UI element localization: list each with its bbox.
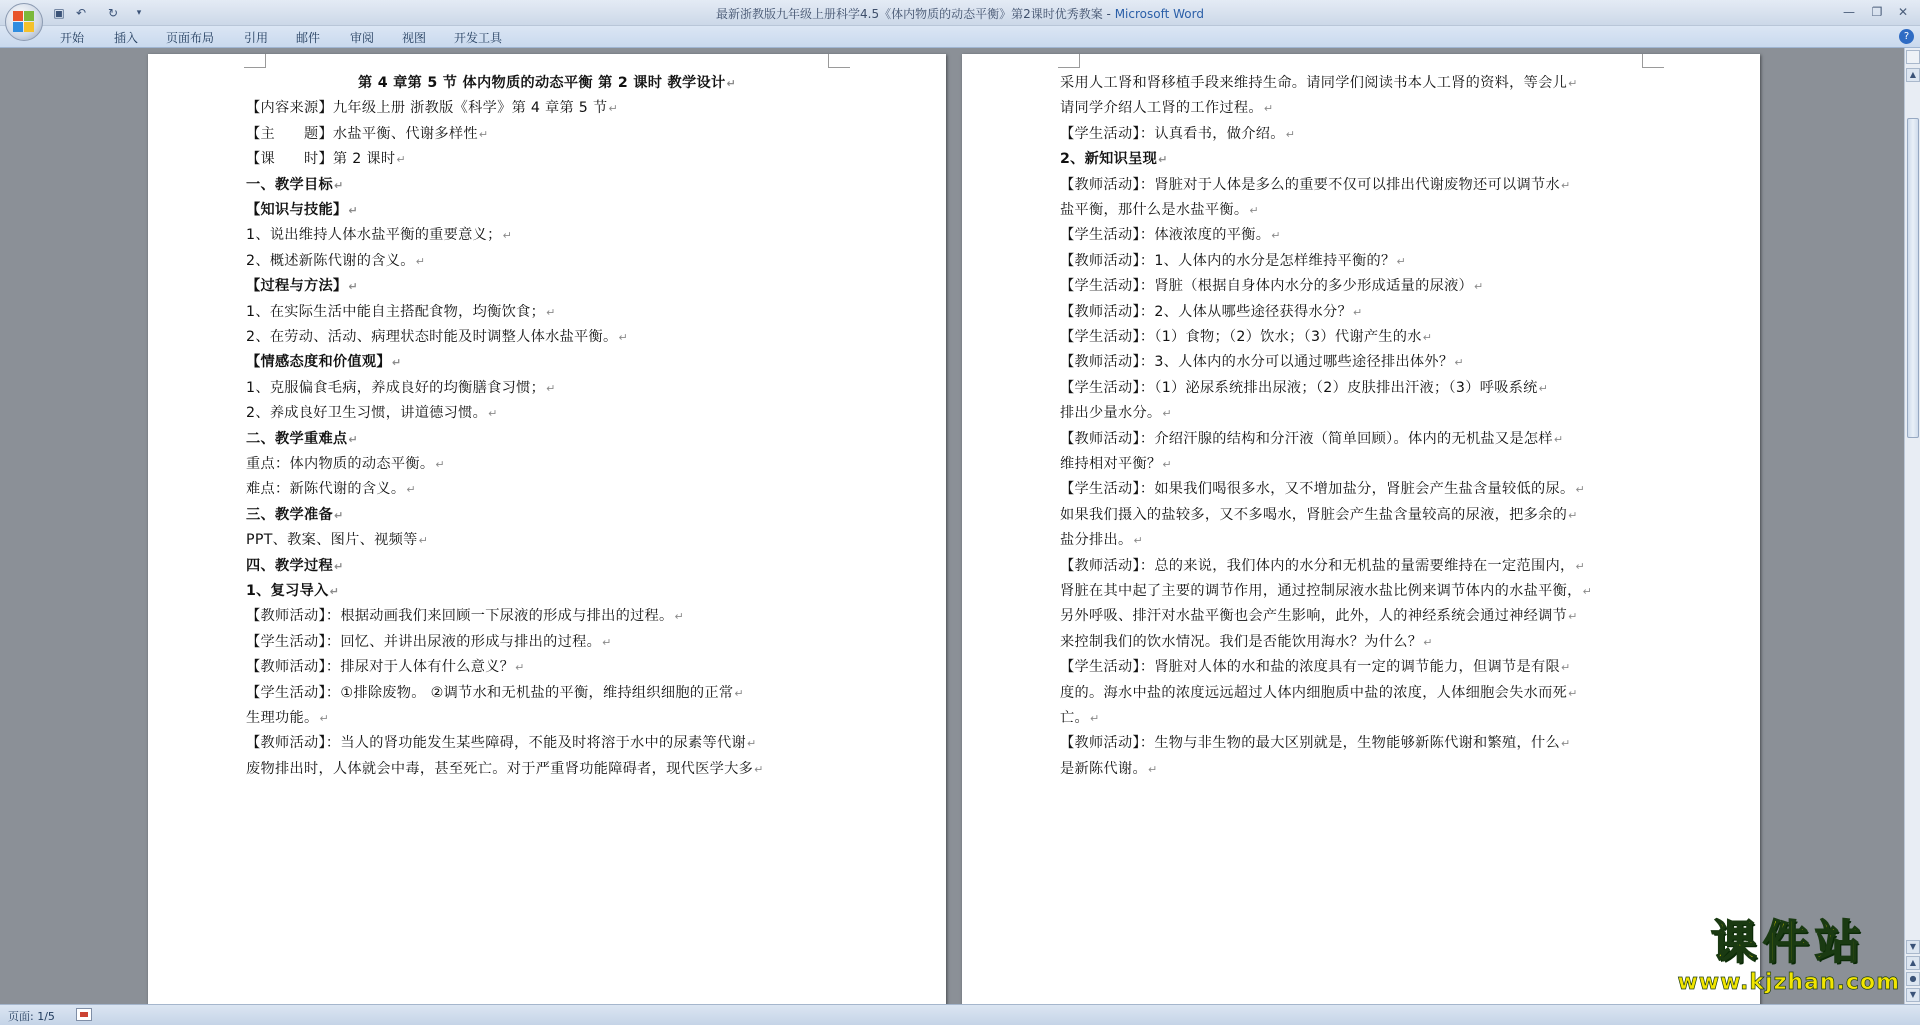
document-area: [0, 48, 1904, 1004]
document-line-text: 难点：新陈代谢的含义。: [246, 481, 406, 498]
paragraph-mark-icon: ↵: [1396, 254, 1406, 268]
redo-icon[interactable]: ↻: [107, 6, 119, 20]
paragraph-mark-icon: ↵: [1582, 585, 1593, 598]
next-page-icon[interactable]: ▼: [1906, 988, 1920, 1002]
paragraph-mark-icon: ↵: [319, 712, 329, 725]
document-line: [1060, 682, 1578, 702]
paragraph-mark-icon: ↵: [488, 407, 498, 421]
document-line: [246, 732, 757, 752]
document-line-text: 【知识与技能】: [246, 202, 348, 218]
paragraph-mark-icon: ↵: [348, 204, 358, 217]
title-separator: -: [1102, 7, 1115, 21]
document-line: [246, 301, 556, 321]
paragraph-mark-icon: ↵: [1147, 762, 1158, 776]
document-line: [1060, 97, 1273, 117]
document-line: [246, 529, 428, 549]
document-line-text: 1、复习导入: [246, 583, 329, 599]
vertical-scrollbar[interactable]: [1904, 48, 1920, 1004]
document-line-text: 【教师活动】：根据动画我们来回顾一下尿液的形成与排出的过程。: [246, 608, 674, 625]
document-line-text: 来控制我们的饮水情况。我们是否能饮用海水？为什么？: [1060, 633, 1423, 650]
document-line-text: 【教师活动】：介绍汗腺的结构和分汗液（简单回顾）。体内的无机盐又是怎样: [1060, 430, 1553, 447]
document-line-text: 【学生活动】：体液浓度的平衡。: [1060, 227, 1271, 244]
paragraph-mark-icon: ↵: [1538, 381, 1549, 395]
paragraph-mark-icon: ↵: [1575, 559, 1585, 573]
document-line-text: 盐平衡，那什么是水盐平衡。: [1060, 202, 1249, 218]
paragraph-mark-icon: ↵: [546, 305, 556, 319]
crop-mark: [1058, 54, 1080, 68]
document-line: [246, 580, 339, 600]
paragraph-mark-icon: ↵: [515, 661, 525, 675]
paragraph-mark-icon: ↵: [502, 229, 513, 243]
paragraph-mark-icon: ↵: [329, 585, 340, 598]
document-line: [1060, 707, 1100, 727]
select-browse-object-icon[interactable]: ●: [1906, 972, 1920, 986]
paragraph-mark-icon: ↵: [1162, 458, 1172, 471]
document-line: [246, 555, 343, 575]
document-line-text: 采用人工肾和肾移植手段来维持生命。请同学们阅读书本人工肾的资料，等会儿: [1060, 75, 1568, 91]
document-line-text: 【教师活动】：2、人体从哪些途径获得水分？: [1060, 303, 1352, 320]
document-line: [246, 682, 744, 702]
document-line-text: 【学生活动】：回忆、并讲出尿液的形成与排出的过程。: [246, 633, 602, 650]
restore-icon[interactable]: ❐: [1871, 5, 1883, 19]
minimize-icon[interactable]: —: [1843, 5, 1855, 19]
paragraph-mark-icon: ↵: [406, 483, 416, 497]
document-line: [1060, 555, 1585, 575]
paragraph-mark-icon: ↵: [348, 280, 358, 294]
document-line: [1060, 656, 1571, 676]
document-line-text: 肾脏在其中起了主要的调节作用，通过控制尿液水盐比例来调节体内的水盐平衡，: [1060, 583, 1582, 599]
spelling-check-icon[interactable]: [76, 1008, 92, 1021]
save-icon[interactable]: ▣: [53, 6, 65, 20]
document-line: [1060, 275, 1484, 295]
document-line-text: 【学生活动】：①排除废物。 ②调节水和无机盐的平衡，维持组织细胞的正常: [246, 684, 734, 701]
tab-references[interactable]: 引用: [244, 31, 269, 45]
tab-insert[interactable]: 插入: [114, 31, 139, 45]
document-line: [1060, 504, 1578, 524]
paragraph-mark-icon: ↵: [1568, 610, 1578, 624]
document-line: [1060, 758, 1157, 778]
document-line: [246, 250, 425, 270]
document-line-text: 【学生活动】：肾脏（根据自身体内水分的多少形成适量的尿液）: [1060, 278, 1474, 295]
paragraph-mark-icon: ↵: [1560, 737, 1571, 751]
document-line-text: 亡。: [1060, 710, 1089, 726]
document-line-text: 四、教学过程: [246, 557, 333, 574]
scroll-thumb[interactable]: [1907, 118, 1919, 438]
paragraph-mark-icon: ↵: [1568, 77, 1578, 90]
document-page-1[interactable]: [148, 54, 946, 1004]
paragraph-mark-icon: ↵: [435, 458, 445, 471]
document-line-text: 2、养成良好卫生习惯，讲道德习惯。: [246, 405, 488, 422]
document-line: [1060, 123, 1295, 143]
document-line-text: 【学生活动】：（1）食物；（2）饮水；（3）代谢产生的水: [1060, 329, 1422, 345]
document-line-text: 【课 时】第 2 课时: [246, 151, 396, 168]
paragraph-mark-icon: ↵: [602, 635, 612, 649]
document-line-text: 2、在劳动、活动、病理状态时能及时调整人体水盐平衡。: [246, 329, 618, 345]
document-line: [246, 478, 416, 498]
document-line: [1060, 478, 1585, 498]
site-watermark: [1677, 906, 1900, 995]
document-line: [1060, 351, 1464, 371]
document-line: [1060, 377, 1548, 397]
document-line-text: 【学生活动】：如果我们喝很多水，又不增加盐分，肾脏会产生盐含量较低的尿。: [1060, 481, 1575, 498]
document-line-text: 【教师活动】：生物与非生物的最大区别就是，生物能够新陈代谢和繁殖，什么: [1060, 735, 1560, 752]
document-line: [246, 453, 445, 473]
paragraph-mark-icon: ↵: [1422, 331, 1433, 344]
document-line-text: 2、概述新陈代谢的含义。: [246, 252, 415, 269]
document-line: [1060, 428, 1563, 448]
tab-review[interactable]: 审阅: [350, 31, 375, 45]
document-line-text: 二、教学重难点: [246, 430, 348, 447]
crop-mark: [828, 54, 850, 68]
document-line-text: 1、克服偏食毛病，养成良好的均衡膳食习惯；: [246, 379, 546, 396]
document-page-2[interactable]: [962, 54, 1760, 1004]
document-line: [246, 351, 401, 371]
paragraph-mark-icon: ↵: [1568, 686, 1578, 700]
document-line-text: 第 4 章第 5 节 体内物质的动态平衡 第 2 课时 教学设计: [358, 75, 726, 91]
paragraph-mark-icon: ↵: [1560, 178, 1571, 192]
document-line: [246, 148, 406, 168]
paragraph-mark-icon: ↵: [348, 432, 358, 446]
document-line-text: 维持相对平衡？: [1060, 456, 1162, 472]
status-bar: [0, 1004, 1920, 1025]
scroll-up-icon[interactable]: ▲: [1906, 68, 1920, 82]
watermark-title: 课件站: [1710, 915, 1867, 969]
paragraph-mark-icon: ↵: [478, 127, 489, 141]
document-line-text: 三、教学准备: [246, 506, 333, 523]
document-line-text: 【教师活动】：1、人体内的水分是怎样维持平衡的？: [1060, 252, 1396, 269]
document-line-text: 【教师活动】：当人的肾功能发生某些障碍，不能及时将溶于水中的尿素等代谢: [246, 735, 746, 752]
document-line: [246, 428, 358, 448]
paragraph-mark-icon: ↵: [1285, 127, 1296, 141]
document-line: [246, 758, 764, 778]
paragraph-mark-icon: ↵: [726, 77, 736, 90]
document-line-text: 【学生活动】：认真看书，做介绍。: [1060, 125, 1285, 142]
document-line: [1060, 224, 1281, 244]
help-icon[interactable]: ?: [1899, 29, 1914, 44]
document-line: [246, 199, 358, 219]
document-line: [1060, 631, 1433, 651]
paragraph-mark-icon: ↵: [1568, 508, 1578, 522]
watermark-url: www.kjzhan.com: [1677, 970, 1900, 995]
document-line: [1060, 72, 1578, 92]
tab-mailings[interactable]: 邮件: [296, 31, 321, 45]
document-line: [246, 275, 358, 295]
customize-quick-access-icon[interactable]: ▾: [136, 8, 142, 18]
document-line-text: 【教师活动】：排尿对于人体有什么意义？: [246, 659, 515, 676]
document-line: [1060, 301, 1363, 321]
paragraph-mark-icon: ↵: [754, 762, 764, 776]
document-line: [1060, 529, 1143, 549]
document-line: [1060, 605, 1578, 625]
document-line-text: 生理功能。: [246, 710, 319, 726]
document-line-text: 【主 题】水盐平衡、代谢多样性: [246, 125, 478, 142]
document-line-text: 【教师活动】：3、人体内的水分可以通过哪些途径排出体外？: [1060, 354, 1454, 371]
document-line-text: 排出少量水分。: [1060, 405, 1162, 422]
document-line-text: 【过程与方法】: [246, 278, 348, 295]
document-line: [246, 631, 612, 651]
paragraph-mark-icon: ↵: [1423, 635, 1433, 649]
document-line: [246, 656, 525, 676]
paragraph-mark-icon: ↵: [1162, 407, 1172, 421]
paragraph-mark-icon: ↵: [1249, 204, 1259, 217]
paragraph-mark-icon: ↵: [1271, 229, 1281, 243]
document-line: [246, 123, 488, 143]
document-line: [246, 402, 498, 422]
paragraph-mark-icon: ↵: [1474, 280, 1484, 294]
paragraph-mark-icon: ↵: [734, 686, 744, 700]
document-line: [1060, 250, 1406, 270]
document-line: [246, 605, 684, 625]
paragraph-mark-icon: ↵: [1454, 356, 1464, 370]
paragraph-mark-icon: ↵: [608, 102, 618, 116]
paragraph-mark-icon: ↵: [1553, 432, 1564, 446]
document-line-text: 【教师活动】：总的来说，我们体内的水分和无机盐的量需要维持在一定范围内，: [1060, 557, 1575, 574]
crop-mark: [244, 54, 266, 68]
close-icon[interactable]: ✕: [1897, 5, 1909, 19]
document-line-text: 1、在实际生活中能自主搭配食物，均衡饮食；: [246, 303, 546, 320]
paragraph-mark-icon: ↵: [1133, 534, 1143, 548]
paragraph-mark-icon: ↵: [674, 610, 685, 624]
paragraph-mark-icon: ↵: [415, 254, 426, 268]
document-line-text: 重点：体内物质的动态平衡。: [246, 456, 435, 472]
document-line-text: 1、说出维持人体水盐平衡的重要意义；: [246, 227, 502, 244]
document-line: [246, 707, 329, 727]
document-line-text: 一、教学目标: [246, 176, 333, 193]
document-title: 最新浙教版九年级上册科学4.5《体内物质的动态平衡》第2课时优秀教案: [716, 7, 1103, 21]
paragraph-mark-icon: ↵: [746, 737, 757, 751]
previous-page-icon[interactable]: ▲: [1906, 956, 1920, 970]
tab-page-layout[interactable]: 页面布局: [166, 31, 215, 45]
paragraph-mark-icon: ↵: [391, 356, 402, 370]
crop-mark: [1642, 54, 1664, 68]
paragraph-mark-icon: ↵: [396, 153, 406, 167]
paragraph-mark-icon: ↵: [618, 331, 629, 344]
document-line-text: 盐分排出。: [1060, 532, 1133, 549]
document-line-text: 【内容来源】九年级上册 浙教版《科学》第 4 章第 5 节: [246, 100, 608, 117]
document-line: [246, 97, 618, 117]
document-line-text: 是新陈代谢。: [1060, 760, 1147, 777]
page-count[interactable]: 页面: 1/5: [8, 1010, 55, 1023]
document-line-text: 【情感态度和价值观】: [246, 354, 391, 371]
document-line: [246, 377, 556, 397]
tab-home[interactable]: 开始: [60, 31, 85, 45]
paragraph-mark-icon: ↵: [333, 508, 344, 522]
document-line: [1060, 148, 1168, 168]
paragraph-mark-icon: ↵: [1352, 305, 1363, 319]
document-line-text: PPT、教案、图片、视频等: [246, 532, 418, 549]
office-logo-icon: [13, 11, 35, 33]
paragraph-mark-icon: ↵: [1263, 102, 1274, 116]
paragraph-mark-icon: ↵: [418, 534, 429, 548]
document-line: [246, 174, 343, 194]
document-line: [1060, 326, 1432, 346]
ribbon-tabs: [0, 26, 1920, 48]
document-line-text: 【学生活动】：（1）泌尿系统排出尿液；（2）皮肤排出汗液；（3）呼吸系统: [1060, 379, 1538, 396]
document-line: [1060, 174, 1571, 194]
document-line: [246, 326, 628, 346]
paragraph-mark-icon: ↵: [333, 559, 344, 573]
document-line: [1060, 453, 1172, 473]
tab-developer[interactable]: 开发工具: [454, 31, 503, 45]
paragraph-mark-icon: ↵: [333, 178, 344, 192]
document-line-text: 废物排出时，人体就会中毒，甚至死亡。对于严重肾功能障碍者，现代医学大多: [246, 760, 754, 777]
document-line-text: 2、新知识呈现: [1060, 151, 1158, 168]
document-line-text: 请同学介绍人工肾的工作过程。: [1060, 100, 1263, 117]
document-line-text: 如果我们摄入的盐较多，又不多喝水，肾脏会产生盐含量较高的尿液，把多余的: [1060, 506, 1568, 523]
title-bar: [0, 0, 1920, 26]
undo-icon[interactable]: ↶: [75, 6, 87, 20]
document-line: [148, 72, 946, 92]
view-ruler-button[interactable]: [1906, 50, 1920, 64]
document-line: [246, 224, 512, 244]
document-line: [1060, 402, 1172, 422]
scroll-down-icon[interactable]: ▼: [1906, 940, 1920, 954]
document-line: [246, 504, 343, 524]
paragraph-mark-icon: ↵: [1158, 153, 1168, 167]
paragraph-mark-icon: ↵: [1575, 483, 1585, 497]
document-line: [1060, 580, 1592, 600]
document-line-text: 另外呼吸、排汗对水盐平衡也会产生影响，此外，人的神经系统会通过神经调节: [1060, 608, 1568, 625]
document-line-text: 度的。海水中盐的浓度远远超过人体内细胞质中盐的浓度，人体细胞会失水而死: [1060, 684, 1568, 701]
app-name: Microsoft Word: [1114, 7, 1204, 21]
document-line-text: 【学生活动】：肾脏对人体的水和盐的浓度具有一定的调节能力，但调节是有限: [1060, 659, 1560, 676]
document-line: [1060, 199, 1259, 219]
document-line-text: 【教师活动】：肾脏对于人体是多么的重要不仅可以排出代谢废物还可以调节水: [1060, 176, 1560, 193]
paragraph-mark-icon: ↵: [1560, 661, 1571, 675]
window-title: [0, 5, 1920, 22]
tab-view[interactable]: 视图: [402, 31, 427, 45]
paragraph-mark-icon: ↵: [1089, 712, 1100, 725]
paragraph-mark-icon: ↵: [546, 381, 556, 395]
office-button[interactable]: [5, 3, 43, 41]
document-line: [1060, 732, 1571, 752]
